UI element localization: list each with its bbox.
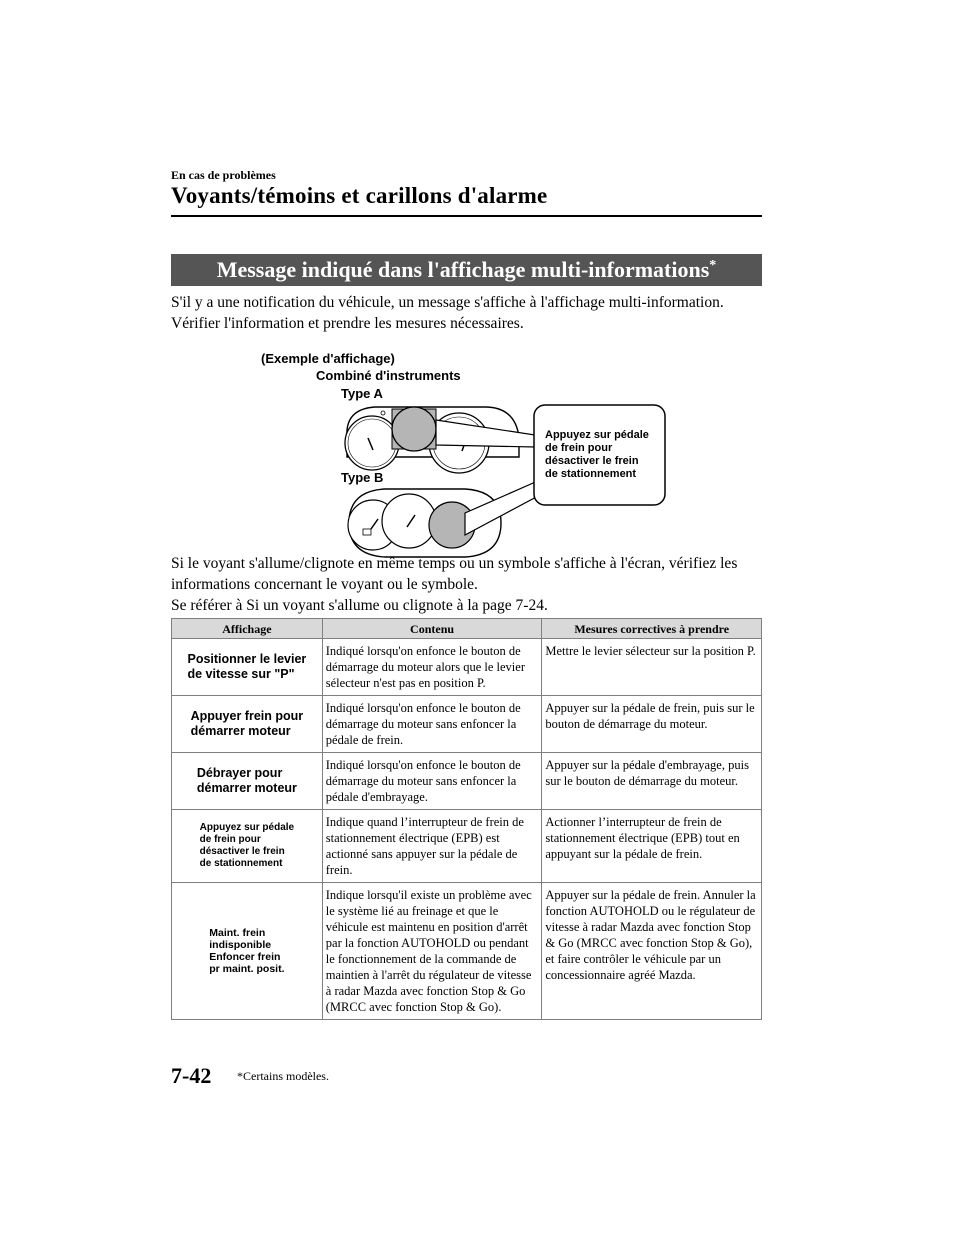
banner-asterisk: * — [709, 258, 717, 273]
section-label: En cas de problèmes — [171, 168, 276, 182]
figure-callout-text: Appuyez sur pédale de frein pour désactiver le frein de stationnement — [545, 429, 649, 480]
table-row — [172, 639, 762, 696]
action-cell: Appuyer sur la pédale de frein, puis sur le bouton de démarrage du moteur. — [542, 696, 762, 753]
intro-line-2: Vérifier l'information et prendre les mesures nécessaires. — [171, 315, 524, 332]
action-cell: Actionner l’interrupteur de frein de stationnement électrique (EPB) tout en appuyant sur la pédale de frein. — [542, 810, 762, 883]
display-message: Positionner le levier de vitesse sur "P" — [187, 652, 307, 681]
figure-type-b-label: Type B — [341, 470, 384, 485]
table-row — [172, 883, 762, 1020]
header-action: Mesures correctives à prendre — [542, 619, 762, 639]
page-number: 7-42 — [171, 1063, 212, 1088]
title-divider — [171, 215, 762, 217]
content-cell: Indiqué lorsqu'on enfonce le bouton de démarrage du moteur sans enfoncer la pédale d'embrayage. — [322, 753, 542, 810]
section-banner — [171, 254, 762, 286]
after-line-3: Se référer à Si un voyant s'allume ou clignote à la page 7-24. — [171, 597, 548, 614]
intro-line-1: S'il y a une notification du véhicule, un message s'affiche à l'affichage multi-information. — [171, 294, 724, 311]
figure-example-label: (Exemple d'affichage) — [261, 351, 395, 366]
display-cell — [172, 810, 323, 883]
footnote: *Certains modèles. — [237, 1069, 329, 1083]
table-header-row — [172, 619, 762, 639]
messages-table — [171, 618, 762, 1020]
content-cell: Indique lorsqu'il existe un problème avec le système lié au freinage et que le véhicule est maintenu en position d'arrêt par la fonction AUTOHOLD ou pendant le fonctionnement de la commande de maintien à l'arrêt du régulateur de vitesse à radar Mazda avec fonction Stop & Go (MRCC avec fonction Stop & Go). — [322, 883, 542, 1020]
display-cell — [172, 883, 323, 1020]
action-cell: Appuyer sur la pédale de frein. Annuler la fonction AUTOHOLD ou le régulateur de vitesse à radar Mazda avec fonction Stop & Go (MRCC avec fonction Stop & Go), et faire contrôler le véhicule par un concessionnaire agréé Mazda. — [542, 883, 762, 1020]
header-display: Affichage — [172, 619, 323, 639]
chapter-title: Voyants/témoins et carillons d'alarme — [171, 183, 548, 208]
table-row — [172, 696, 762, 753]
content-cell: Indiqué lorsqu'on enfonce le bouton de démarrage du moteur alors que le levier sélecteur n'est pas en position P. — [322, 639, 542, 696]
table-row — [172, 753, 762, 810]
display-cell — [172, 696, 323, 753]
header-content: Contenu — [322, 619, 542, 639]
figure-type-a-label: Type A — [341, 386, 383, 401]
action-cell: Appuyer sur la pédale d'embrayage, puis sur le bouton de démarrage du moteur. — [542, 753, 762, 810]
table-row — [172, 810, 762, 883]
display-cell — [172, 639, 323, 696]
action-cell: Mettre le levier sélecteur sur la position P. — [542, 639, 762, 696]
after-line-2: informations concernant le voyant ou le symbole. — [171, 576, 478, 593]
display-cell — [172, 753, 323, 810]
figure-cluster-label: Combiné d'instruments — [316, 368, 461, 383]
content-cell: Indique quand l’interrupteur de frein de stationnement électrique (EPB) est actionné sans appuyer sur la pédale de frein. — [322, 810, 542, 883]
display-message: Appuyez sur pédale de frein pour désactiver le frein de stationnement — [199, 822, 295, 869]
after-line-1: Si le voyant s'allume/clignote en même temps ou un symbole s'affiche à l'écran, vérifiez les — [171, 555, 738, 572]
content-cell: Indiqué lorsqu'on enfonce le bouton de démarrage du moteur sans enfoncer la pédale de frein. — [322, 696, 542, 753]
banner-title: Message indiqué dans l'affichage multi-informations — [216, 257, 710, 282]
display-message: Débrayer pour démarrer moteur — [196, 766, 297, 795]
display-message: Maint. frein indisponible Enfoncer frein pr maint. posit. — [209, 926, 285, 975]
display-message: Appuyer frein pour démarrer moteur — [190, 709, 304, 738]
